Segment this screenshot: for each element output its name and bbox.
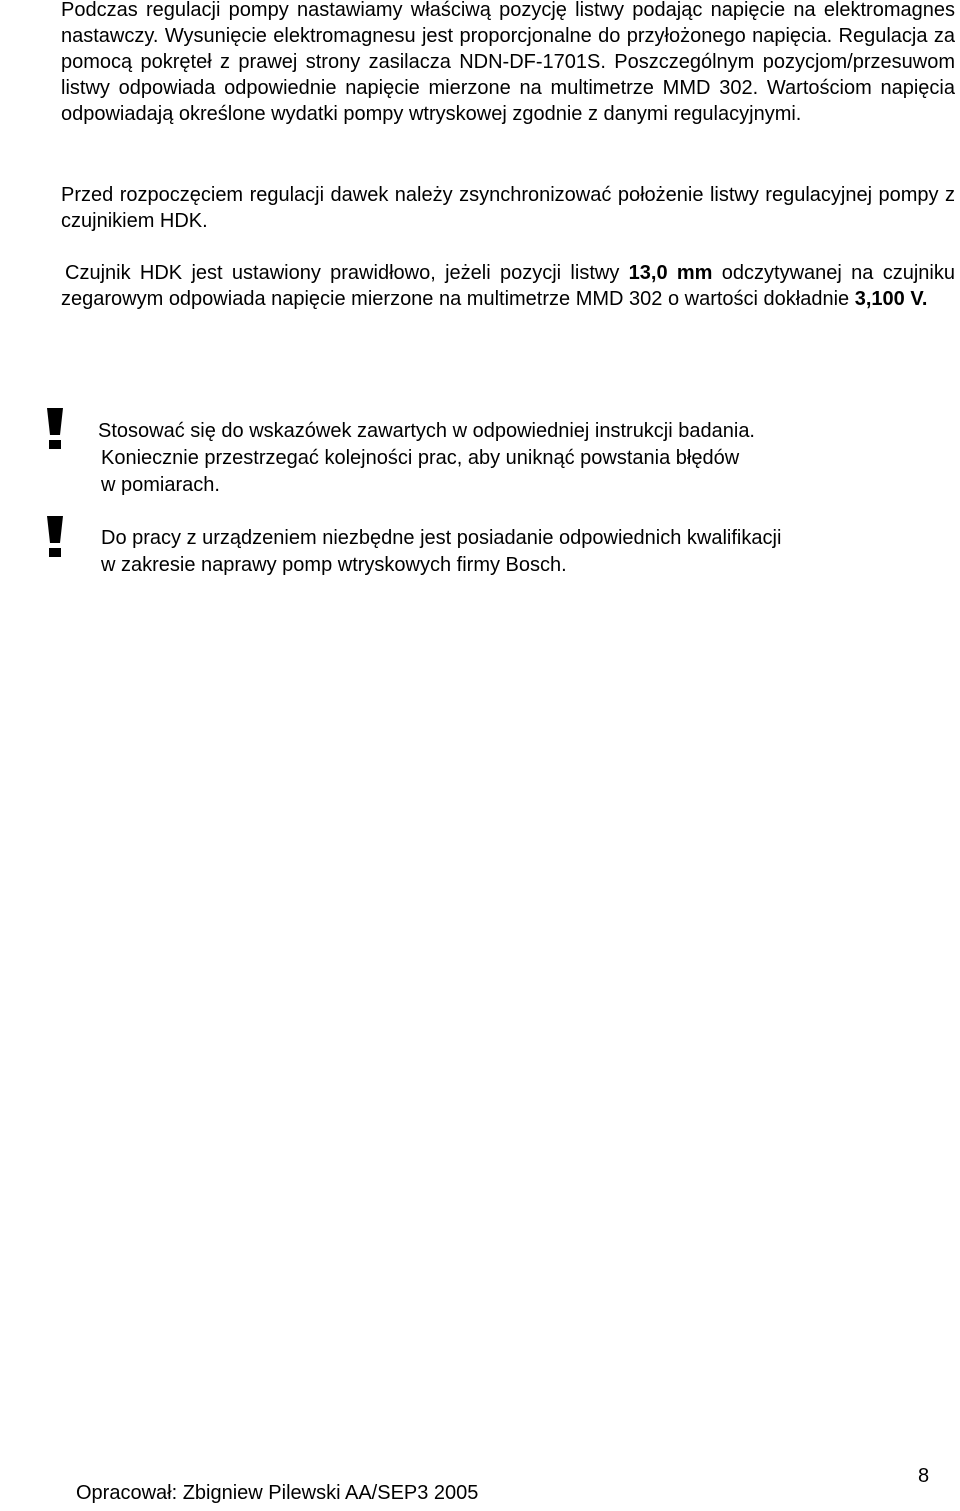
exclamation-icon — [45, 408, 65, 450]
section-text: Przed rozpoczęciem regulacji dawek należy zsynchronizować położenie listwy regulacyjnej pompy z czujnikiem HDK. — [61, 184, 955, 232]
warning-line: w zakresie naprawy pomp wtryskowych firmy Bosch. — [101, 554, 567, 576]
warning-line: Koniecznie przestrzegać kolejności prac, aby uniknąć powstania błędów — [101, 447, 740, 469]
footer-author: Opracował: Zbigniew Pilewski AA/SEP3 2005 — [76, 1482, 479, 1504]
warning-text — [101, 525, 921, 579]
page-number: 8 — [918, 1465, 930, 1487]
section-number — [0, 182, 61, 208]
section-number — [0, 0, 61, 23]
warning-line: Do pracy z urządzeniem niezbędne jest posiadanie odpowiednich kwalifikacji — [101, 527, 782, 549]
section-4-12 — [0, 182, 955, 234]
hdk-note-text-1: Czujnik HDK jest ustawiony prawidłowo, jeżeli pozycji listwy — [65, 262, 629, 284]
exclamation-icon — [45, 516, 65, 558]
hdk-voltage-value: 3,100 V. — [854, 288, 928, 310]
hdk-position-value: 13,0 mm — [628, 262, 713, 284]
section-4-11 — [0, 0, 955, 127]
warning-line: w pomiarach. — [101, 474, 220, 496]
hdk-sensor-note — [61, 260, 955, 312]
warning-text — [98, 418, 918, 499]
warning-line: Stosować się do wskazówek zawartych w odpowiedniej instrukcji badania. — [98, 420, 755, 442]
hdk-note-text-2: odczytywanej na czujniku zegarowym odpowiada napięcie mierzone na multimetrze MMD 302 o wartości dokładnie — [61, 262, 955, 310]
section-text: Podczas regulacji pompy nastawiamy właściwą pozycję listwy podając napięcie na elektromagnes nastawczy. Wysunięcie elektromagnesu jest proporcjonalne do przyłożonego napięcia. Regulacja za pomocą pokręteł z prawej strony zasilacza NDN-DF-1701S. Poszczególnym pozycjom/przesuwom listwy odpowiada odpowiednie napięcie mierzone na multimetrze MMD 302. Wartościom napięcia odpowiadają określone wydatki pompy wtryskowej zgodnie z danymi regulacyjnymi. — [61, 0, 955, 125]
